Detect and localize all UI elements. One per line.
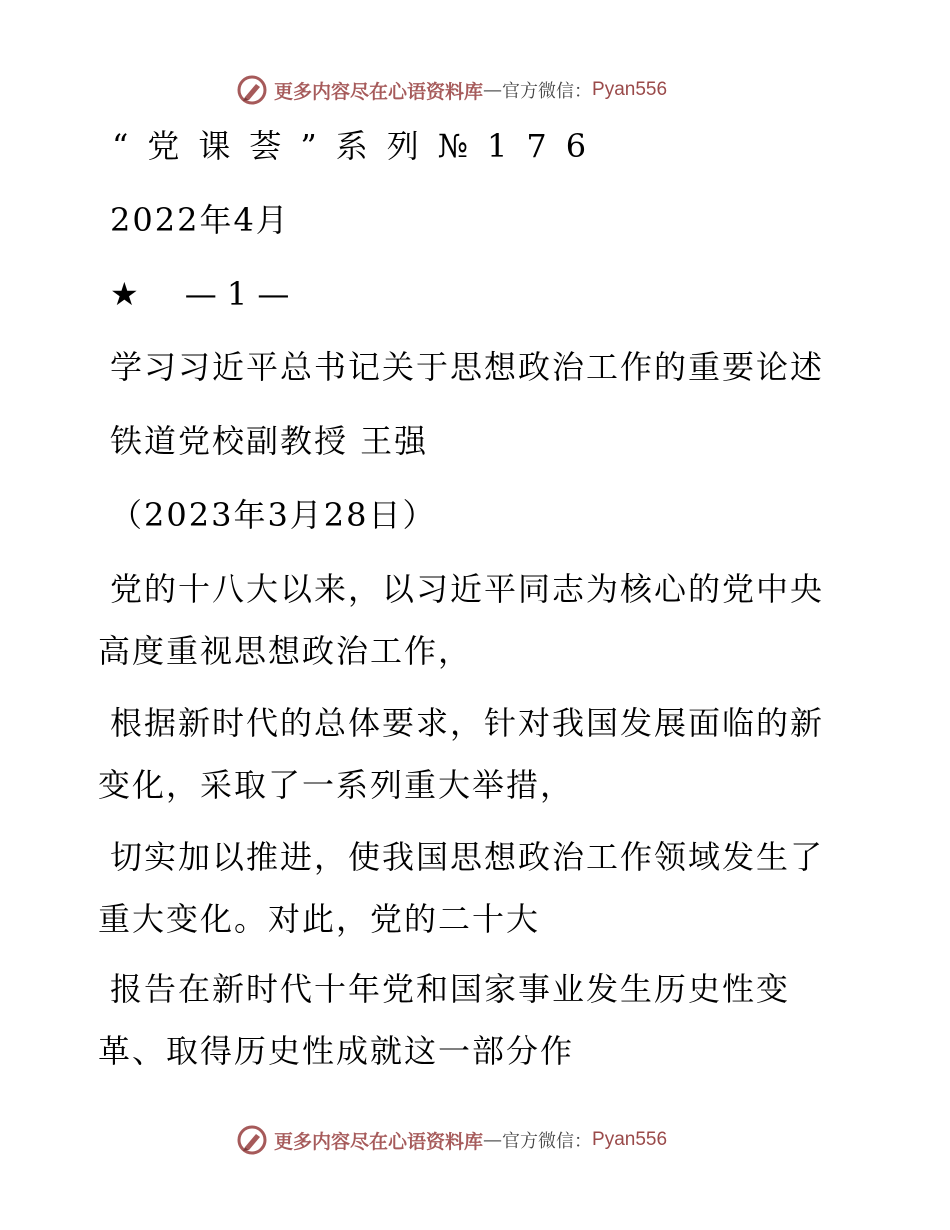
- issue-number: — 1 —: [184, 275, 290, 313]
- watermark-brand: 更多内容尽在心语资料库: [274, 80, 484, 103]
- pen-logo-icon: [236, 74, 268, 106]
- paragraph-line: 党的十八大以来，以习近平同志为核心的党中央: [110, 570, 825, 608]
- paragraph: [98, 558, 838, 682]
- paragraph-line: 报告在新时代十年党和国家事业发生历史性变: [110, 970, 791, 1008]
- watermark-wechat-label: 官方微信：: [502, 81, 593, 102]
- issue-number-line: [110, 274, 289, 314]
- watermark-separator: —: [483, 1129, 503, 1151]
- talk-date: （2023年3月28日）: [110, 496, 437, 534]
- article-title: 学习习近平总书记关于思想政治工作的重要论述: [110, 348, 825, 386]
- watermark-wechat-id: Pyan556: [592, 1129, 668, 1150]
- paragraph-line: 切实加以推进，使我国思想政治工作领域发生了: [110, 838, 825, 876]
- pen-logo-icon: [236, 1124, 268, 1156]
- paragraph-line: 革、取得历史性成就这一部分作: [98, 1032, 575, 1070]
- watermark-separator: —: [483, 79, 503, 101]
- watermark-wechat-id: Pyan556: [592, 79, 668, 100]
- paragraph-line: 高度重视思想政治工作，: [98, 632, 473, 670]
- watermark-wechat-label: 官方微信：: [502, 1131, 593, 1152]
- footer-watermark: [236, 1122, 667, 1158]
- article-author: 铁道党校副教授 王强: [110, 422, 429, 460]
- issue-date: 2022年4月: [110, 201, 290, 239]
- paragraph: [98, 826, 838, 950]
- series-heading: “党课荟”系列№176: [112, 127, 606, 165]
- watermark-brand: 更多内容尽在心语资料库: [274, 1130, 484, 1153]
- paragraph-line: 重大变化。对此，党的二十大: [98, 900, 541, 938]
- paragraph: [98, 958, 838, 1082]
- paragraph-line: 变化，采取了一系列重大举措，: [98, 766, 575, 804]
- header-watermark: [236, 72, 667, 108]
- paragraph-line: 根据新时代的总体要求，针对我国发展面临的新: [110, 704, 825, 742]
- paragraph: [98, 692, 838, 816]
- star-icon: ★: [110, 275, 139, 313]
